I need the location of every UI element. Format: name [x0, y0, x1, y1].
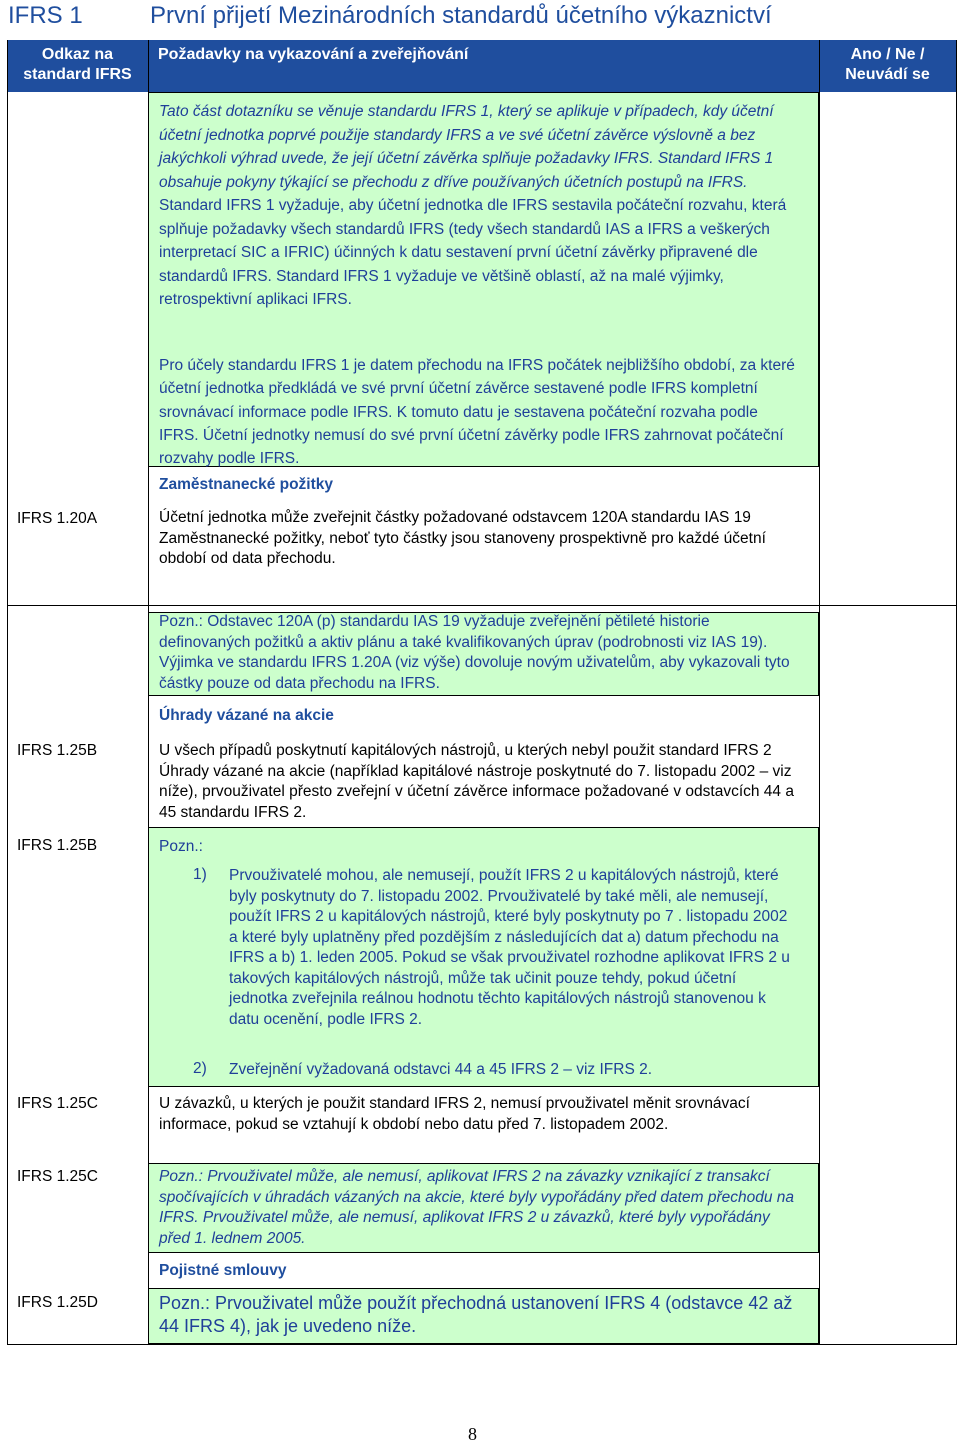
note-list-number: 2) — [193, 1060, 207, 1077]
row-text: U závazků, u kterých je použit standard IFRS 2, nemusí prvouživatel měnit srovnávací informace, pokud se vztahují k období nebo datu před 7. listopadem 2002. — [159, 1095, 750, 1133]
table-row-divider — [7, 605, 957, 606]
row-ref: IFRS 1.20A — [17, 510, 98, 527]
note-list-item: Zveřejnění vyžadovaná odstavci 44 a 45 IFRS 2 – viz IFRS 2. — [229, 1061, 653, 1078]
table-border-left — [7, 40, 8, 1345]
row-ref: IFRS 1.25B — [17, 837, 98, 854]
row-text: U všech případů poskytnutí kapitálových nástrojů, u kterých nebyl použit standard IFRS 2 Úhrady vázané na akcie (například kapitálové nástroje poskytnuté do 7. listopadu 2002 – viz níže), prvouživatel přesto zveřejní v účetní závěrce informace požadované v odstavcích 44 a 45 standardu IFRS 2. — [159, 742, 794, 821]
row-text: Účetní jednotka může zveřejnit částky požadované odstavcem 120A standardu IAS 19 Zaměstnanecké požitky, neboť tyto částky jsou stanoveny prospektivně pro každé účetní období od data přechodu. — [159, 509, 766, 567]
intro-paragraph-1-italic: Tato část dotazníku se věnuje standardu IFRS 1, který se aplikuje v případech, kdy účetní účetní jednotka poprvé použije standardy IFRS a ve své účetní závěrce výslovně a bez jakýchkoli výhrad uvede, že její účetní závěrka splňuje požadavky IFRS. Standard IFRS 1 obsahuje pokyny týkající se přechodu z dříve používaných účetních postupů na IFRS. — [159, 103, 774, 191]
row-ref: IFRS 1.25C — [17, 1095, 98, 1112]
section-heading-insurance: Pojistné smlouvy — [159, 1262, 287, 1279]
note-label: Pozn.: — [159, 838, 203, 855]
row-ref: IFRS 1.25D — [17, 1294, 98, 1311]
intro-paragraph-1 — [159, 100, 799, 312]
note-text: Pozn.: Prvouživatel může, ale nemusí, aplikovat IFRS 2 na závazky vznikající z transakcí spočívajících v úhradách vázaných na akcie, které byly vypořádány před datem přechodu na IFRS. Prvouživatel může, ale nemusí, aplikovat IFRS 2 u závazků, které byly vypořádány před 1. lednem 2005. — [159, 1168, 795, 1247]
section-heading-employee-benefits: Zaměstnanecké požitky — [159, 476, 334, 493]
page-number: 8 — [468, 1424, 477, 1444]
table-border-right — [956, 40, 957, 1345]
table-col-divider-2 — [819, 40, 820, 1345]
header-col-reference: Odkaz na standard IFRS — [7, 40, 148, 92]
note-text: Pozn.: Odstavec 120A (p) standardu IAS 19 vyžaduje zveřejnění pětileté historie definovaných požitků a aktiv plánu a také kvalifikovaných úprav (podrobnosti viz IAS 19). Výjimka ve standardu IFRS 1.20A (viz výše) dovoluje novým uživatelům, aby vykazovali tyto částky pouze od data přechodu na IFRS. — [159, 613, 790, 692]
intro-paragraph-1-regular: Standard IFRS 1 vyžaduje, aby účetní jednotka dle IFRS sestavila počáteční rozvahu, která splňuje požadavky všech standardů IFRS (tedy všech standardů IAS a IFRS a veškerých interpretací SIC a IFRIC) účinných k datu sestavení první účetní závěrky připravené dle standardů IFRS. Standard IFRS 1 vyžaduje ve většině oblastí, až na malé výjimky, retrospektivní aplikaci IFRS. — [159, 197, 787, 308]
section-heading-share-based: Úhrady vázané na akcie — [159, 707, 334, 724]
note-text: Pozn.: Prvouživatel může použít přechodná ustanovení IFRS 4 (odstavce 42 až 44 IFRS 4), jak je uvedeno níže. — [159, 1293, 793, 1336]
note-list-number: 1) — [193, 866, 207, 883]
page-title: První přijetí Mezinárodních standardů účetního výkaznictví — [150, 2, 772, 29]
page-ref-title: IFRS 1 — [8, 2, 83, 29]
row-ref: IFRS 1.25C — [17, 1168, 98, 1185]
row-ref: IFRS 1.25B — [17, 742, 98, 759]
table-border-bottom — [7, 1344, 957, 1345]
header-col-requirements: Požadavky na vykazování a zveřejňování — [148, 40, 819, 92]
intro-paragraph-2: Pro účely standardu IFRS 1 je datem přechodu na IFRS počátek nejbližšího období, za které účetní jednotka předkládá ve své první účetní závěrce sestavené podle IFRS kompletní srovnávací informace podle IFRS. K tomuto datu je sestavena počáteční rozvaha podle IFRS. Účetní jednotky nemusí do své první účetní závěrky podle IFRS zahrnovat počáteční rozvahy podle IFRS. — [159, 357, 795, 468]
header-col-answer: Ano / Ne / Neuvádí se — [819, 40, 956, 92]
note-list-item: Prvouživatelé mohou, ale nemusejí, použít IFRS 2 u kapitálových nástrojů, které byly poskytnuty do 7. listopadu 2002. Prvouživatelé by také měli, ale nemusejí, použít IFRS 2 u kapitálových nástrojů, které byly poskytnuty po 7 . listopadu 2002 a které byly uplatněny před pozdějším z následujících dat a) datum přechodu na IFRS a b) 1. leden 2005. Pokud se však prvouživatel rozhodne aplikovat IFRS 2 u takových kapitálových nástrojů, může tak učinit pouze tehdy, pokud účetní jednotka zveřejnila reálnou hodnotu těchto kapitálových nástrojů stanovenou k datu ocenění, podle IFRS 2. — [229, 867, 790, 1028]
